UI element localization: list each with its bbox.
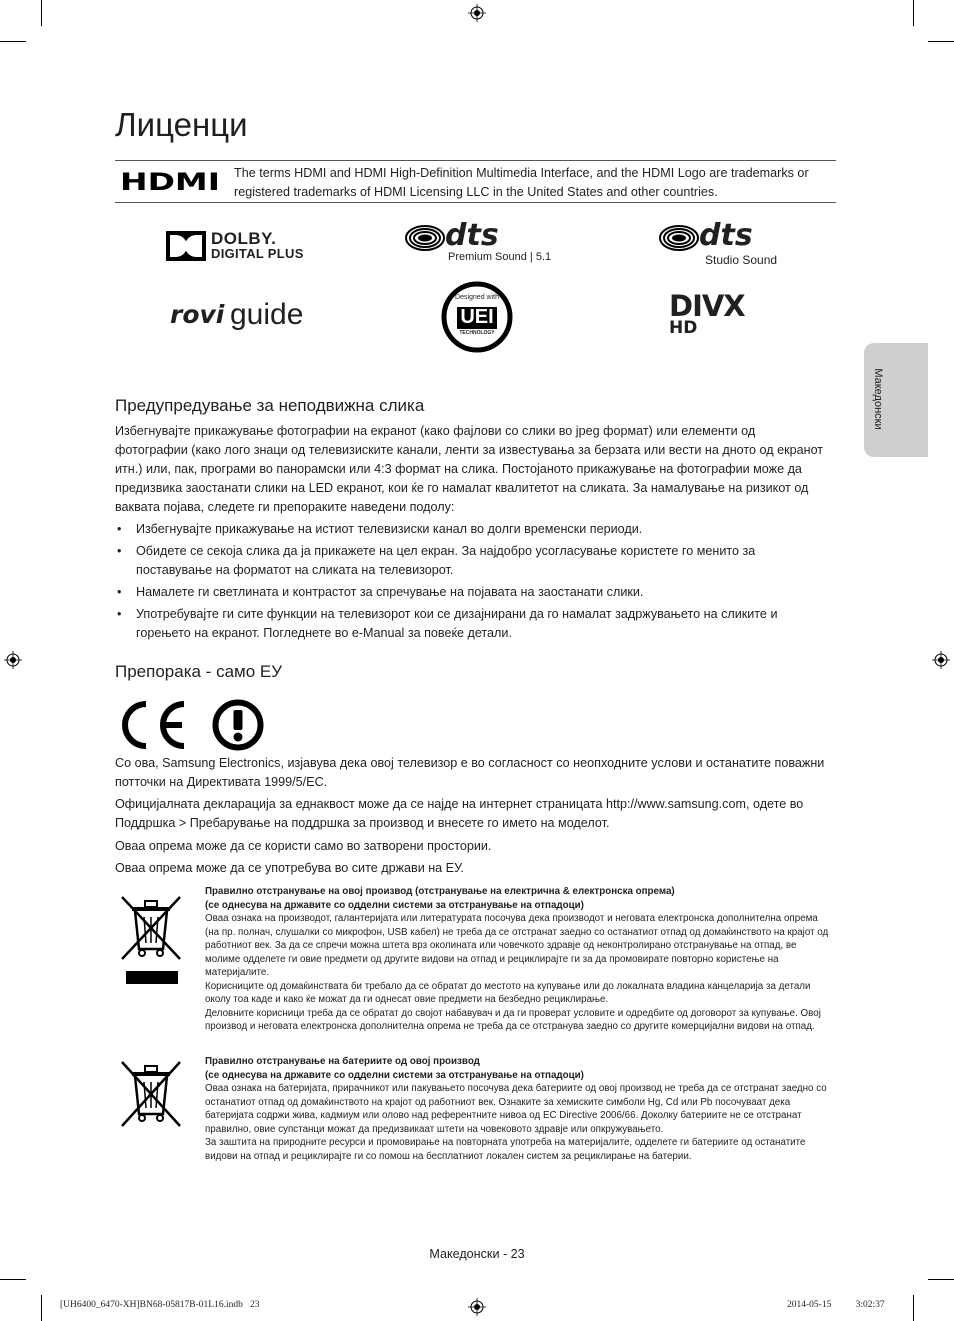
dts-wordmark: dts [445, 218, 499, 253]
battery-paragraph: Оваа ознака на батеријата, прирачникот или пакувањето посочува дека батериите од овој производ не треба да се отстранат заедно со останатиот отпад од домаќинството на крајот од работниот век. Ознаките за хемиските симболи Hg, Cd или Pb посочуваат дека батеријата содржи жива, кадмиум или олово над референтните нивоа од EC Directive 2006/66. Доколку батериите не се отстранат правилно, овие супстанци можат да предизвикаат штети на човековото здравје или опкружувањето. [205, 1083, 827, 1135]
side-tab-label: Македонски [872, 368, 884, 430]
registration-mark-icon [932, 651, 950, 669]
crop-mark [913, 1295, 914, 1321]
hdmi-trademark-text: The terms HDMI and HDMI High-Definition Multimedia Interface, and the HDMI Logo are trademarks or registered trademarks of HDMI Licensing LLC in the United States and other countries. [234, 166, 809, 199]
section-heading-eu: Препорака - само ЕУ [115, 662, 283, 681]
dolby-wordmark: DOLBY. [211, 229, 277, 248]
list-item: • Избегнувајте прикажување на истиот телевизиски канал во долги временски периоди. [115, 520, 825, 539]
dolby-double-d-icon [166, 231, 206, 261]
crop-mark [928, 1279, 954, 1280]
rovi-wordmark: rovi [170, 300, 225, 329]
dts-subtitle: Premium Sound | 5.1 [448, 251, 552, 263]
weee-notice [205, 885, 830, 1034]
uei-top-text: Designed with [455, 294, 499, 301]
eu-use-paragraph: Оваа опрема може да се употребува во сите држави на ЕУ. [115, 861, 464, 875]
svg-text:HDMI: HDMI [120, 169, 220, 193]
page-number: Македонски - 23 [429, 1247, 525, 1261]
crossed-battery-bin-icon [118, 1058, 186, 1130]
uei-technology-logo [441, 281, 513, 353]
hdmi-notice [115, 160, 836, 203]
guide-wordmark: guide [230, 298, 304, 331]
dts-wordmark: dts [699, 218, 753, 253]
uei-bottom-text: TECHNOLOGY [459, 330, 495, 336]
crop-mark [41, 1295, 42, 1321]
battery-paragraph: За заштита на природните ресурси и промовирање на повторната употреба на материјалите, одделете ги батериите од останатите видови на отпад и рециклирајте ги со помош на бесплатниот локален систем за рециклирање на батерии. [205, 1137, 806, 1162]
battery-disposal-notice [205, 1055, 830, 1163]
registration-mark-icon [4, 651, 22, 669]
footer-file-name: [UH6400_6470-XH]BN68-05817B-01L16.indb 23 [60, 1300, 260, 1310]
registration-mark-icon [468, 1298, 486, 1316]
crossed-bin-icon [118, 893, 186, 985]
alert-sign-icon [212, 699, 264, 751]
declaration-url-paragraph: Официјалната декларација за еднаквост може да се најде на интернет страницата http://www.samsung.com, одете во Поддршка > Пребарување на поддршка за производ и внесете го името на моделот. [115, 797, 804, 830]
crop-mark [41, 0, 42, 26]
weee-paragraph: Корисниците од домаќинствата би требало да се обратат до местото на купување или до локалната владина канцеларија за детали околу тоа каде и како ќе можат да ги однесат овие предмети на безбедно рециклирање. [205, 980, 811, 1005]
divx-hd-text: HD [669, 318, 698, 338]
weee-subtitle: (се однесува на државите со одделни системи за отстранување на отпадоци) [205, 899, 584, 911]
crop-mark [928, 41, 954, 42]
battery-title: Правилно отстранување на батериите од овој производ [205, 1056, 480, 1067]
still-image-paragraph: Избегнувајте прикажување фотографии на екранот (како фајлови со слики во jpeg формат) или елементи од фотографии (како лого знаци од телевизиските канали, ленти за известувања за берзата или вести на дното од екранот итн.) или, пак, програми во панорамски или 4:3 формат на слика. Постојаното прикажување на фотографии може да предизвика заостанати слики на LED екранот, кои ќе го намалат квалитетот на сликата. За намалување на ризикот од ваквата појава, следете ги препораките наведени подолу: [115, 424, 824, 514]
rovi-guide-logo [170, 298, 310, 338]
dts-swoosh-icon [405, 224, 445, 252]
registration-mark-icon [468, 4, 486, 22]
footer-timestamp: 2014-05-15 ￿￿ 3:02:37 [787, 1300, 885, 1310]
section-heading-still-image: Предупредување за неподвижна слика [115, 396, 425, 415]
still-image-bullet-list [115, 520, 825, 646]
dts-subtitle: Studio Sound [705, 253, 778, 267]
divx-hd-logo [669, 289, 769, 341]
dolby-digital-plus-logo [166, 229, 306, 263]
indoor-use-paragraph: Оваа опрема може да се користи само во затворени простории. [115, 839, 492, 853]
divx-wordmark: DIVX [669, 289, 745, 323]
dolby-subtitle: DIGITAL PLUS [211, 246, 304, 261]
dts-studio-sound-logo [659, 218, 789, 268]
dts-swoosh-icon [659, 224, 699, 252]
list-item: • Обидете се секоја слика да ја прикажете на цел екран. За најдобро усогласување користете го менито за поставување на форматот на сликата на телевизорот. [115, 542, 825, 580]
ce-mark-icon [114, 700, 188, 750]
list-item: • Употребувајте ги сите функции на телевизорот кои се дизајнирани да го намалат задржувањето на сликите и горењето на екранот. Погледнете во e-Manual за повеќе детали. [115, 605, 825, 643]
weee-paragraph: Оваа ознака на производот, галантеријата или литературата посочува дека производот и неговата електронска дополнителна опрема (на пр. полнач, слушалки со микрофон, USB кабел) не треба да се отстранат заедно со останатиот отпад од домаќинството на крајот од работниот век. За да се спречи можна штета врз околината или човечкото здравје од неконтролирано отстранување на отпад, ве молиме одделете ги овие предмети од другите видови на отпад и рециклирајте ги за да промовирате повторно користење на материјалите. [205, 913, 829, 978]
dts-premium-sound-logo [405, 218, 555, 268]
weee-title: Правилно отстранување на овој производ (отстранување на електрична & електронска опрема) [205, 886, 675, 897]
page-title: Лиценци [115, 106, 248, 143]
hdmi-logo-icon [120, 169, 220, 193]
crop-mark [0, 1279, 26, 1280]
crop-mark [913, 0, 914, 26]
crop-mark [0, 41, 26, 42]
uei-wordmark: UEI [460, 306, 494, 328]
declaration-paragraph: Со ова, Samsung Electronics, изјавува дека овој телевизор е во согласност со неопходните услови и останатите поважни потточки на Директивата 1999/5/ЕС. [115, 756, 825, 789]
list-item: • Намалете ги светлината и контрастот за спречување на појавата на заостанати слики. [115, 583, 825, 602]
battery-subtitle: (се однесува на државите со одделни системи за отстранување на отпадоци) [205, 1069, 584, 1081]
weee-paragraph: Деловните корисници треба да се обратат до својот набавувач и да ги проверат условите и одредбите од договорот за купување. Овој производ и неговата електронска дополнителна опрема не треба да се отстранува заедно со другите комерцијални видови на отпад. [205, 1007, 821, 1032]
